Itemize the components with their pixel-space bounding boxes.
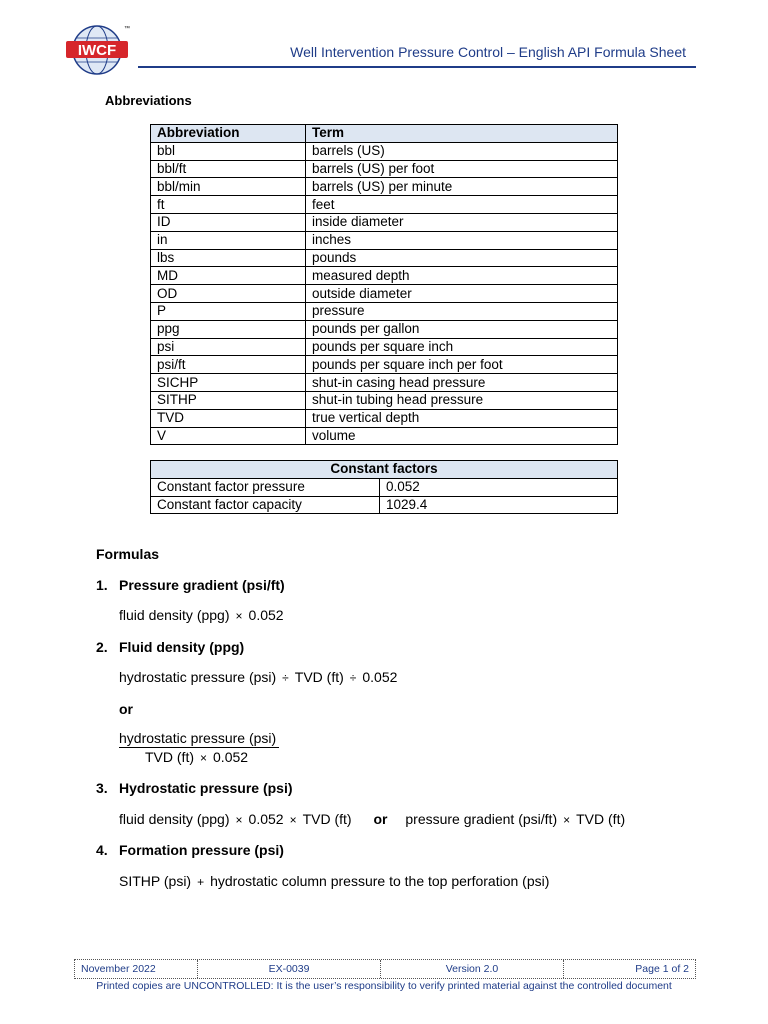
table-cell: measured depth [306, 267, 618, 285]
formula-3-expression: fluid density (ppg) × 0.052 × TVD (ft) or pressure gradient (psi/ft) × TVD (ft) [119, 811, 626, 827]
table-cell: pounds per gallon [306, 320, 618, 338]
table-cell: shut-in tubing head pressure [306, 391, 618, 409]
formula-1-expression: fluid density (ppg) × 0.052 [119, 607, 284, 623]
table-cell: true vertical depth [306, 409, 618, 427]
iwcf-logo [64, 22, 130, 80]
table-cell: MD [151, 267, 306, 285]
table-row [151, 320, 618, 338]
table-cell: feet [306, 196, 618, 214]
footer-bar [74, 959, 696, 979]
table-cell: outside diameter [306, 285, 618, 303]
table-row [151, 496, 618, 514]
abbreviations-table [150, 124, 618, 445]
table-cell: shut-in casing head pressure [306, 374, 618, 392]
table-cell: barrels (US) [306, 142, 618, 160]
footer-date: November 2022 [75, 960, 198, 978]
table-cell: psi/ft [151, 356, 306, 374]
table-header-row [151, 461, 618, 479]
abbreviations-heading: Abbreviations [105, 93, 192, 108]
formula-4-title: 4. Formation pressure (psi) [96, 842, 284, 858]
table-cell: V [151, 427, 306, 445]
svg-text:IWCF: IWCF [77, 42, 117, 59]
table-cell: pounds per square inch per foot [306, 356, 618, 374]
formula-4-expression: SITHP (psi) + hydrostatic column pressure to the top perforation (psi) [119, 873, 550, 889]
table-row [151, 249, 618, 267]
table-row [151, 267, 618, 285]
table-cell: ppg [151, 320, 306, 338]
table-cell: barrels (US) per foot [306, 160, 618, 178]
column-header: Constant factors [151, 461, 618, 479]
table-cell: SITHP [151, 391, 306, 409]
constant-factors-table [150, 460, 618, 514]
formulas-heading: Formulas [96, 546, 160, 562]
table-cell: 0.052 [380, 478, 618, 496]
column-header: Term [306, 125, 618, 143]
svg-text:™: ™ [124, 26, 130, 32]
formula-2-title: 2. Fluid density (ppg) [96, 639, 245, 655]
footer-disclaimer: Printed copies are UNCONTROLLED: It is the user’s responsibility to verify printed material against the controlled document [96, 980, 672, 992]
table-row [151, 160, 618, 178]
page-title: Well Intervention Pressure Control – English API Formula Sheet [290, 44, 686, 60]
table-cell: P [151, 302, 306, 320]
table-cell: TVD [151, 409, 306, 427]
table-cell: inside diameter [306, 213, 618, 231]
formula-1-title: 1. Pressure gradient (psi/ft) [96, 577, 285, 593]
table-row [151, 338, 618, 356]
formula-2-or: or [119, 701, 133, 717]
table-cell: 1029.4 [380, 496, 618, 514]
table-row [151, 409, 618, 427]
table-row [151, 142, 618, 160]
table-row [151, 391, 618, 409]
table-cell: volume [306, 427, 618, 445]
formula-2-denominator: TVD (ft) × 0.052 [145, 749, 249, 765]
table-cell: inches [306, 231, 618, 249]
table-cell: bbl/min [151, 178, 306, 196]
table-row [151, 178, 618, 196]
table-row [151, 478, 618, 496]
table-row [151, 374, 618, 392]
table-cell: bbl/ft [151, 160, 306, 178]
table-cell: SICHP [151, 374, 306, 392]
table-header-row [151, 125, 618, 143]
footer-page-number: Page 1 of 2 [635, 963, 689, 975]
table-cell: ft [151, 196, 306, 214]
formula-2-expression: hydrostatic pressure (psi) ÷ TVD (ft) ÷ 0.052 [119, 669, 398, 685]
table-row [151, 356, 618, 374]
table-row [151, 427, 618, 445]
table-cell: OD [151, 285, 306, 303]
table-cell: Constant factor pressure [151, 478, 380, 496]
formula-2-numerator: hydrostatic pressure (psi) [119, 730, 279, 748]
formula-3-title: 3. Hydrostatic pressure (psi) [96, 780, 293, 796]
table-row [151, 196, 618, 214]
table-cell: Constant factor capacity [151, 496, 380, 514]
table-row [151, 285, 618, 303]
table-cell: barrels (US) per minute [306, 178, 618, 196]
table-cell: pounds [306, 249, 618, 267]
header-divider [138, 66, 696, 68]
table-cell: bbl [151, 142, 306, 160]
table-cell: lbs [151, 249, 306, 267]
table-cell: pounds per square inch [306, 338, 618, 356]
footer-version: Version 2.0 [381, 960, 564, 978]
table-cell: pressure [306, 302, 618, 320]
table-cell: in [151, 231, 306, 249]
footer-doc-code: EX-0039 [198, 960, 381, 978]
table-row [151, 213, 618, 231]
column-header: Abbreviation [151, 125, 306, 143]
table-cell: ID [151, 213, 306, 231]
table-row [151, 302, 618, 320]
table-row [151, 231, 618, 249]
table-cell: psi [151, 338, 306, 356]
